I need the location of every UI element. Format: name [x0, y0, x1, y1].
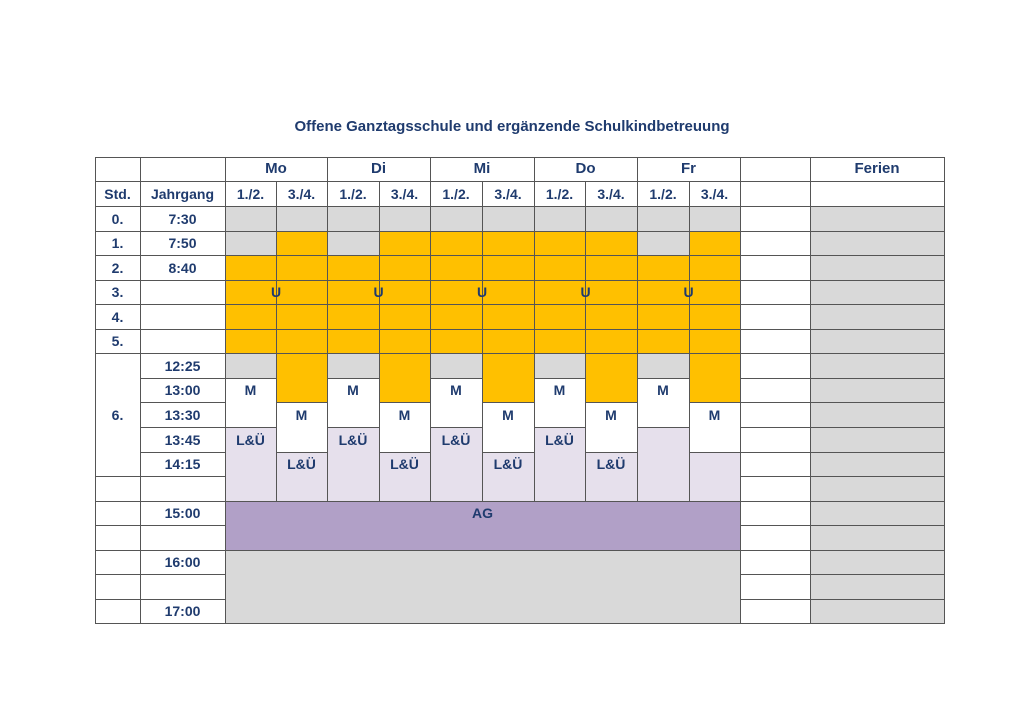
grid-line — [740, 378, 811, 379]
group-header: 1./2. — [339, 185, 367, 202]
grid-line — [740, 427, 811, 428]
day-header: Mi — [473, 160, 491, 177]
lesson-cell — [482, 353, 534, 402]
day-header: Do — [575, 160, 596, 177]
time-label: 14:15 — [164, 456, 201, 472]
time-label: 13:45 — [164, 431, 201, 448]
grid-line — [944, 157, 945, 624]
lesson-cell — [276, 353, 327, 402]
lesson-cell — [276, 231, 327, 255]
ag-label: AG — [472, 505, 493, 521]
grid-line — [585, 550, 638, 551]
lesson-cell — [430, 231, 482, 255]
group-header: 3./4. — [287, 185, 316, 202]
std-label: 4. — [111, 308, 124, 325]
lernen-cell — [689, 452, 740, 501]
grid-line — [740, 476, 811, 477]
std-label: 0. — [111, 210, 124, 227]
care-cell — [430, 353, 482, 378]
grid-line — [810, 378, 945, 379]
care-cell — [327, 353, 379, 378]
grid-line — [95, 304, 945, 305]
grid-line — [810, 476, 945, 477]
grid-line — [95, 525, 226, 526]
group-header: 1./2. — [649, 185, 677, 202]
grid-line — [379, 550, 431, 551]
lesson-cell — [585, 353, 637, 402]
lernen-label: L&Ü — [596, 456, 626, 472]
grid-line — [740, 452, 811, 453]
lesson-cell — [379, 231, 430, 255]
grid-line — [740, 599, 811, 600]
mittag-label: M — [244, 382, 257, 398]
page-title: Offene Ganztagsschule und ergänzende Schulkindbetreuung — [294, 118, 730, 135]
grid-line — [810, 550, 945, 551]
grid-line — [810, 157, 811, 624]
std-label: 3. — [111, 284, 124, 300]
time-label: 15:00 — [164, 505, 201, 521]
grid-line — [689, 550, 741, 551]
unterricht-label: U — [683, 284, 694, 300]
grid-line — [689, 181, 690, 502]
day-header: Mo — [265, 160, 287, 177]
mittag-label: M — [398, 406, 411, 423]
std-label: 1. — [111, 235, 124, 251]
late-care-block — [225, 550, 740, 623]
mittag-label: M — [605, 406, 617, 423]
care-cell — [637, 353, 689, 378]
grid-line — [740, 550, 811, 551]
grid-line — [482, 550, 535, 551]
time-label: 17:00 — [164, 603, 201, 619]
day-header: Fr — [681, 160, 696, 177]
lernen-label: L&Ü — [441, 431, 471, 448]
mittag-label: M — [657, 382, 669, 398]
day-header: Di — [371, 160, 386, 177]
lesson-cell — [689, 231, 740, 255]
mittag-label: M — [502, 406, 514, 423]
grid-line — [637, 550, 690, 551]
grid-line — [740, 157, 741, 624]
unterricht-label: U — [580, 284, 591, 300]
grid-line — [810, 501, 945, 502]
lesson-cell — [327, 231, 379, 255]
grid-line — [810, 574, 945, 575]
group-header: 1./2. — [442, 185, 470, 202]
grid-line — [810, 599, 945, 600]
time-label: 7:50 — [168, 235, 197, 251]
lesson-cell — [534, 231, 585, 255]
grid-line — [689, 452, 741, 453]
grid-line — [810, 427, 945, 428]
grid-line — [740, 574, 811, 575]
lernen-label: L&Ü — [493, 456, 523, 472]
lernen-cell — [637, 427, 689, 501]
unterricht-label: U — [270, 284, 282, 300]
time-label: 16:00 — [164, 554, 201, 570]
grid-line — [95, 623, 945, 624]
care-cell — [534, 353, 585, 378]
jahrgang-header: Jahrgang — [150, 185, 214, 202]
unterricht-label: U — [373, 284, 384, 300]
time-label: 7:30 — [168, 210, 197, 227]
lernen-label: L&Ü — [390, 456, 419, 472]
lernen-label: L&Ü — [338, 431, 368, 448]
lernen-label: L&Ü — [287, 456, 316, 472]
group-header: 3./4. — [597, 185, 625, 202]
grid-line — [740, 501, 811, 502]
lesson-cell — [225, 231, 276, 255]
group-header: 1./2. — [236, 185, 265, 202]
mittag-label: M — [347, 382, 359, 398]
mittag-label: M — [450, 382, 462, 398]
lernen-label: L&Ü — [236, 431, 265, 448]
lesson-cell — [637, 231, 689, 255]
lesson-cell — [379, 353, 430, 402]
grid-line — [95, 574, 226, 575]
grid-line — [95, 329, 945, 330]
lesson-cell — [482, 231, 534, 255]
group-header: 3./4. — [700, 185, 729, 202]
lernen-label: L&Ü — [545, 431, 574, 448]
std-label: 2. — [111, 259, 124, 276]
std-label: 6. — [111, 406, 124, 423]
care-cell — [225, 353, 276, 378]
unterricht-label: U — [476, 284, 488, 300]
grid-line — [740, 525, 811, 526]
time-label: 13:00 — [164, 382, 201, 398]
grid-line — [430, 550, 483, 551]
grid-line — [810, 525, 945, 526]
grid-line — [810, 452, 945, 453]
grid-line — [276, 550, 328, 551]
grid-line — [637, 427, 690, 428]
grid-line — [534, 550, 586, 551]
lesson-cell — [585, 231, 637, 255]
grid-line — [740, 402, 811, 403]
grid-line — [810, 402, 945, 403]
mittag-label: M — [295, 406, 308, 423]
std-label: 5. — [111, 333, 124, 349]
time-label: 13:30 — [164, 406, 201, 423]
lesson-cell — [689, 353, 740, 402]
grid-line — [327, 550, 380, 551]
grid-line — [95, 476, 226, 477]
mittag-label: M — [708, 406, 721, 423]
time-label: 8:40 — [168, 259, 197, 276]
grid-line — [637, 157, 638, 502]
time-label: 12:25 — [164, 357, 201, 374]
ferien-header: Ferien — [854, 160, 900, 177]
group-header: 1./2. — [545, 185, 574, 202]
grid-line — [225, 550, 277, 551]
std-header: Std. — [104, 185, 131, 202]
group-header: 3./4. — [494, 185, 522, 202]
group-header: 3./4. — [390, 185, 419, 202]
mittag-label: M — [553, 382, 566, 398]
ferien-cell — [810, 206, 944, 623]
